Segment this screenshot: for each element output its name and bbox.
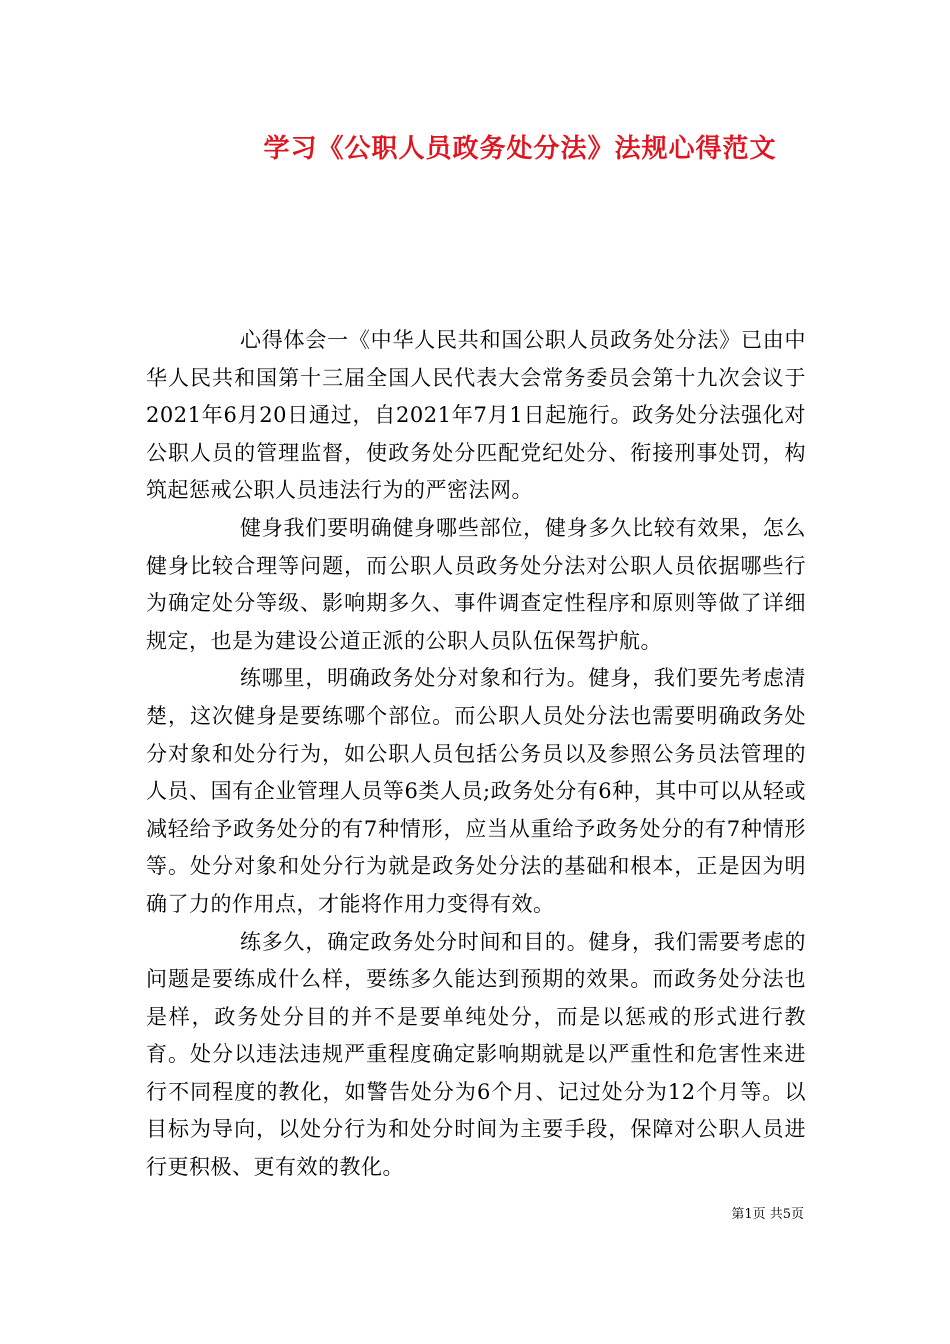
paragraph-1: 心得体会一《中华人民共和国公职人员政务处分法》已由中华人民共和国第十三届全国人民代表大会常务委员会第十九次会议于2021年6月20日通过，自2021年7月1日起施行。政务处分法强化对公职人员的管理监督，使政务处分匹配党纪处分、衔接刑事处罚，构筑起惩戒公职人员违法行为的严密法网。 xyxy=(146,328,806,503)
document-body xyxy=(146,322,806,1187)
page-number-footer: 第1页 共5页 xyxy=(731,1207,804,1222)
paragraph-4: 练多久，确定政务处分时间和目的。健身，我们需要考虑的问题是要练成什么样，要练多久能达到预期的效果。而政务处分法也是样，政务处分目的并不是要单纯处分，而是以惩戒的形式进行教育。处分以违法违规严重程度确定影响期就是以严重性和危害性来进行不同程度的教化，如警告处分为6个月、记过处分为12个月等。以目标为导向，以处分行为和处分时间为主要手段，保障对公职人员进行更积极、更有效的教化。 xyxy=(146,929,806,1180)
paragraph-2: 健身我们要明确健身哪些部位，健身多久比较有效果，怎么健身比较合理等问题，而公职人员政务处分法对公职人员依据哪些行为确定处分等级、影响期多久、事件调查定性程序和原则等做了详细规定，也是为建设公道正派的公职人员队伍保驾护航。 xyxy=(146,515,806,653)
paragraph-3: 练哪里，明确政务处分对象和行为。健身，我们要先考虑清楚，这次健身是要练哪个部位。而公职人员处分法也需要明确政务处分对象和处分行为，如公职人员包括公务员以及参照公务员法管理的人员、国有企业管理人员等6类人员;政务处分有6种，其中可以从轻或减轻给予政务处分的有7种情形，应当从重给予政务处分的有7种情形等。处分对象和处分行为就是政务处分法的基础和根本，正是因为明确了力的作用点，才能将作用力变得有效。 xyxy=(146,666,806,916)
document-title: 学习《公职人员政务处分法》法规心得范文 xyxy=(263,134,777,164)
